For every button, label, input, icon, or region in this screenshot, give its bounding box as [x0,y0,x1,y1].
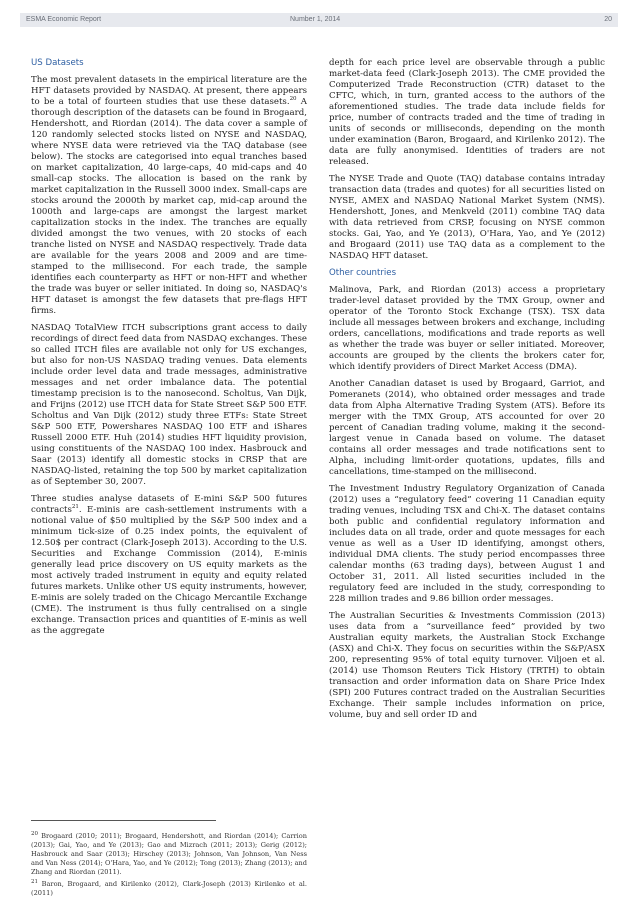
report-header [20,13,618,27]
page-number: 20 [604,16,612,23]
paragraph: NASDAQ TotalView ITCH subscriptions grant access to daily recordings of direct feed data from NASDAQ exchanges. These so called ITCH files are available not only for US exchanges, but also for non-US NASDAQ trading venues. Data elements include order level data and trade messages, administrative messages and net order imbalance data. The potential timestamp precision is to the nanosecond. Scholtus, Van Dijk, and Frijns (2012) use ITCH data for State Street S&P 500 ETF. Scholtus and Van Dijk (2012) study three ETFs: State Street S&P 500 ETF, Powershares NASDAQ 100 ETF and iShares Russell 2000 ETF. Huh (2014) studies HFT liquidity provision, using constituents of the NASDAQ 100 index. Hasbrouck and Saar (2013) identify all domestic stocks in CRSP that are NASDAQ-listed, retaining the top 500 by market capitalization as of September 30, 2007. [31,323,307,487]
paragraph-text: The most prevalent datasets in the empirical literature are the HFT datasets provided by NASDAQ. At present, there appears to be a total of fourteen studies that use these datasets. [31,75,307,107]
right-column [329,58,605,727]
paragraph: Another Canadian dataset is used by Brogaard, Garriot, and Pomeranets (2014), who obtained order messages and trade data from Alpha Alternative Trading System (ATS). Before its merger with the TMX Group, ATS accounted for over 20 percent of Canadian trading volume, making it the second-largest venue in Canada based on volume. The dataset contains all order messages and trade notifications sent to Alpha, including limit-order quotations, updates, fills and cancellations, time-stamped on the millisecond. [329,379,605,477]
section-heading-us-datasets: US Datasets [31,58,84,68]
paragraph-text: Three studies analyse datasets of E-mini S&P 500 futures contracts [31,494,307,515]
footnote-21 [31,880,307,898]
footnote-text: Baron, Brogaard, and Kirilenko (2012), Clark-Joseph (2013) Kirilenko et al. (2011) [31,880,307,897]
footnote-ref-20[interactable]: 20 [289,96,297,103]
footnote-text: Brogaard (2010; 2011); Brogaard, Hendershott, and Riordan (2014); Carrion (2013); Gai, Yao, and Ye (2013); Gao and Mizrach (2011; 2013); Gerig (2012); Hasbrouck and Saar (2013); Hirschey (2013); Johnson, Van Johnson, Van Ness and Van Ness (2014); O'Hara, Yao, and Ye (2012); Tong (2013); Zhang (2013); and Zhang and Riordan (2011). [31,832,307,876]
paragraph: depth for each price level are observable through a public market-data feed (Clark-Joseph 2013). The CME provided the Computerized Trade Reconstruction (CTR) dataset to the CFTC, which, in turn, granted access to the authors of the aforementioned studies. The trade data include fields for price, number of contracts traded and the time of trading in units of seconds or milliseconds, depending on the month under examination (Baron, Brogaard, and Kirilenko 2012). The data are fully anonymised. Identities of traders are not released. [329,58,605,167]
footnote-divider [31,820,216,821]
paragraph: The Australian Securities & Investments Commission (2013) uses data from a “surveillance feed” provided by two Australian equity markets, the Australian Stock Exchange (ASX) and Chi-X. They focus on securities within the S&P/ASX 200, representing 95% of total equity turnover. Viljoen et al. (2014) use Thomson Reuters Tick History (TRTH) to obtain transaction and order information data on Share Price Index (SPI) 200 Futures contract traded on the Australian Securities Exchange. Their sample includes information on price, volume, buy and sell order ID and [329,611,605,720]
footnotes [31,832,307,901]
paragraph: Malinova, Park, and Riordan (2013) access a proprietary trader-level dataset provided by the TMX Group, owner and operator of the Toronto Stock Exchange (TSX). TSX data include all messages between brokers and exchange, including orders, cancellations, modifications and trade reports as well as whether the trade was buyer or seller initiated. Moreover, accounts are grouped by the clients the brokers cater for, which identify providers of Direct Market Access (DMA). [329,285,605,372]
section-heading-other-countries: Other countries [329,268,397,278]
report-title: ESMA Economic Report [26,16,102,23]
footnote-mark: 20 [31,830,38,837]
paragraph: The NYSE Trade and Quote (TAQ) database contains intraday transaction data (trades and quotes) for all securities listed on NYSE, AMEX and NASDAQ National Market System (NMS). Hendershott, Jones, and Menkveld (2011) combine TAQ data with data retrieved from CRSP, focusing on NYSE common stocks. Gai, Yao, and Ye (2013), O'Hara, Yao, and Ye (2012) and Brogaard (2011) use TAQ data as a complement to the NASDAQ HFT dataset. [329,174,605,261]
footnote-ref-21[interactable]: 21 [71,504,79,511]
paragraph: The Investment Industry Regulatory Organization of Canada (2012) uses a “regulatory feed” covering 11 Canadian equity trading venues, including TSX and Chi-X. The dataset contains both public and confidential regulatory information and includes data on all trade, order and quote messages for each venue as well as a User ID identifying, amongst others, individual DMA clients. The study period encompasses three calendar months (63 trading days), between August 1 and October 31, 2011. All listed securities included in the regulatory feed are included in the study, corresponding to 228 million trades and 9.86 billion order messages. [329,484,605,604]
paragraph-text: A thorough description of the datasets can be found in Brogaard, Hendershott, and Riordan (2014). The data cover a sample of 120 randomly selected stocks listed on NYSE and NASDAQ, where NYSE data were retrieved via the TAQ database (see below). The stocks are categorised into equal tranches based on market capitalization, 40 large-caps, 40 mid-caps and 40 small-cap stocks. The allocation is based on the rank by market capitalization in the Russell 3000 index. Small-caps are stocks around the 2000th by market cap, mid-cap around the 1000th and large-caps are amongst the largest market capitalization stocks in the index. The tranches are equally divided amongst the two venues, with 20 stocks of each tranche listed on NYSE and NASDAQ respectively. Trade data are available for the years 2008 and 2009 and are time-stamped to the millisecond. For each trade, the sample identifies each counterparty as HFT or non-HFT and whether the trade was buyer or seller initiated. In doing so, NASDAQ's HFT dataset is amongst the few datasets that pre-flags HFT firms. [31,97,307,316]
left-column [31,58,307,643]
issue-number: Number 1, 2014 [290,16,341,23]
footnote-mark: 21 [31,878,38,885]
paragraph [31,75,307,317]
footnote-20 [31,832,307,877]
paragraph [31,494,307,637]
paragraph-text: . E-minis are cash-settlement instruments with a notional value of $50 multiplied by the S&P 500 index and a minimum tick-size of 0.25 index points, the equivalent of 12.50$ per contract (Clark-Joseph 2013). According to the U.S. Securities and Exchange Commission (2014), E-minis generally lead price discovery on US equity markets as the most actively traded instrument in equity and equity related futures markets. Unlike other US equity instruments, however, E-minis are solely traded on the Chicago Mercantile Exchange (CME). The instrument is thus fully centralised on a single exchange. Transaction prices and quantities of E-minis as well as the aggregate [31,505,307,636]
